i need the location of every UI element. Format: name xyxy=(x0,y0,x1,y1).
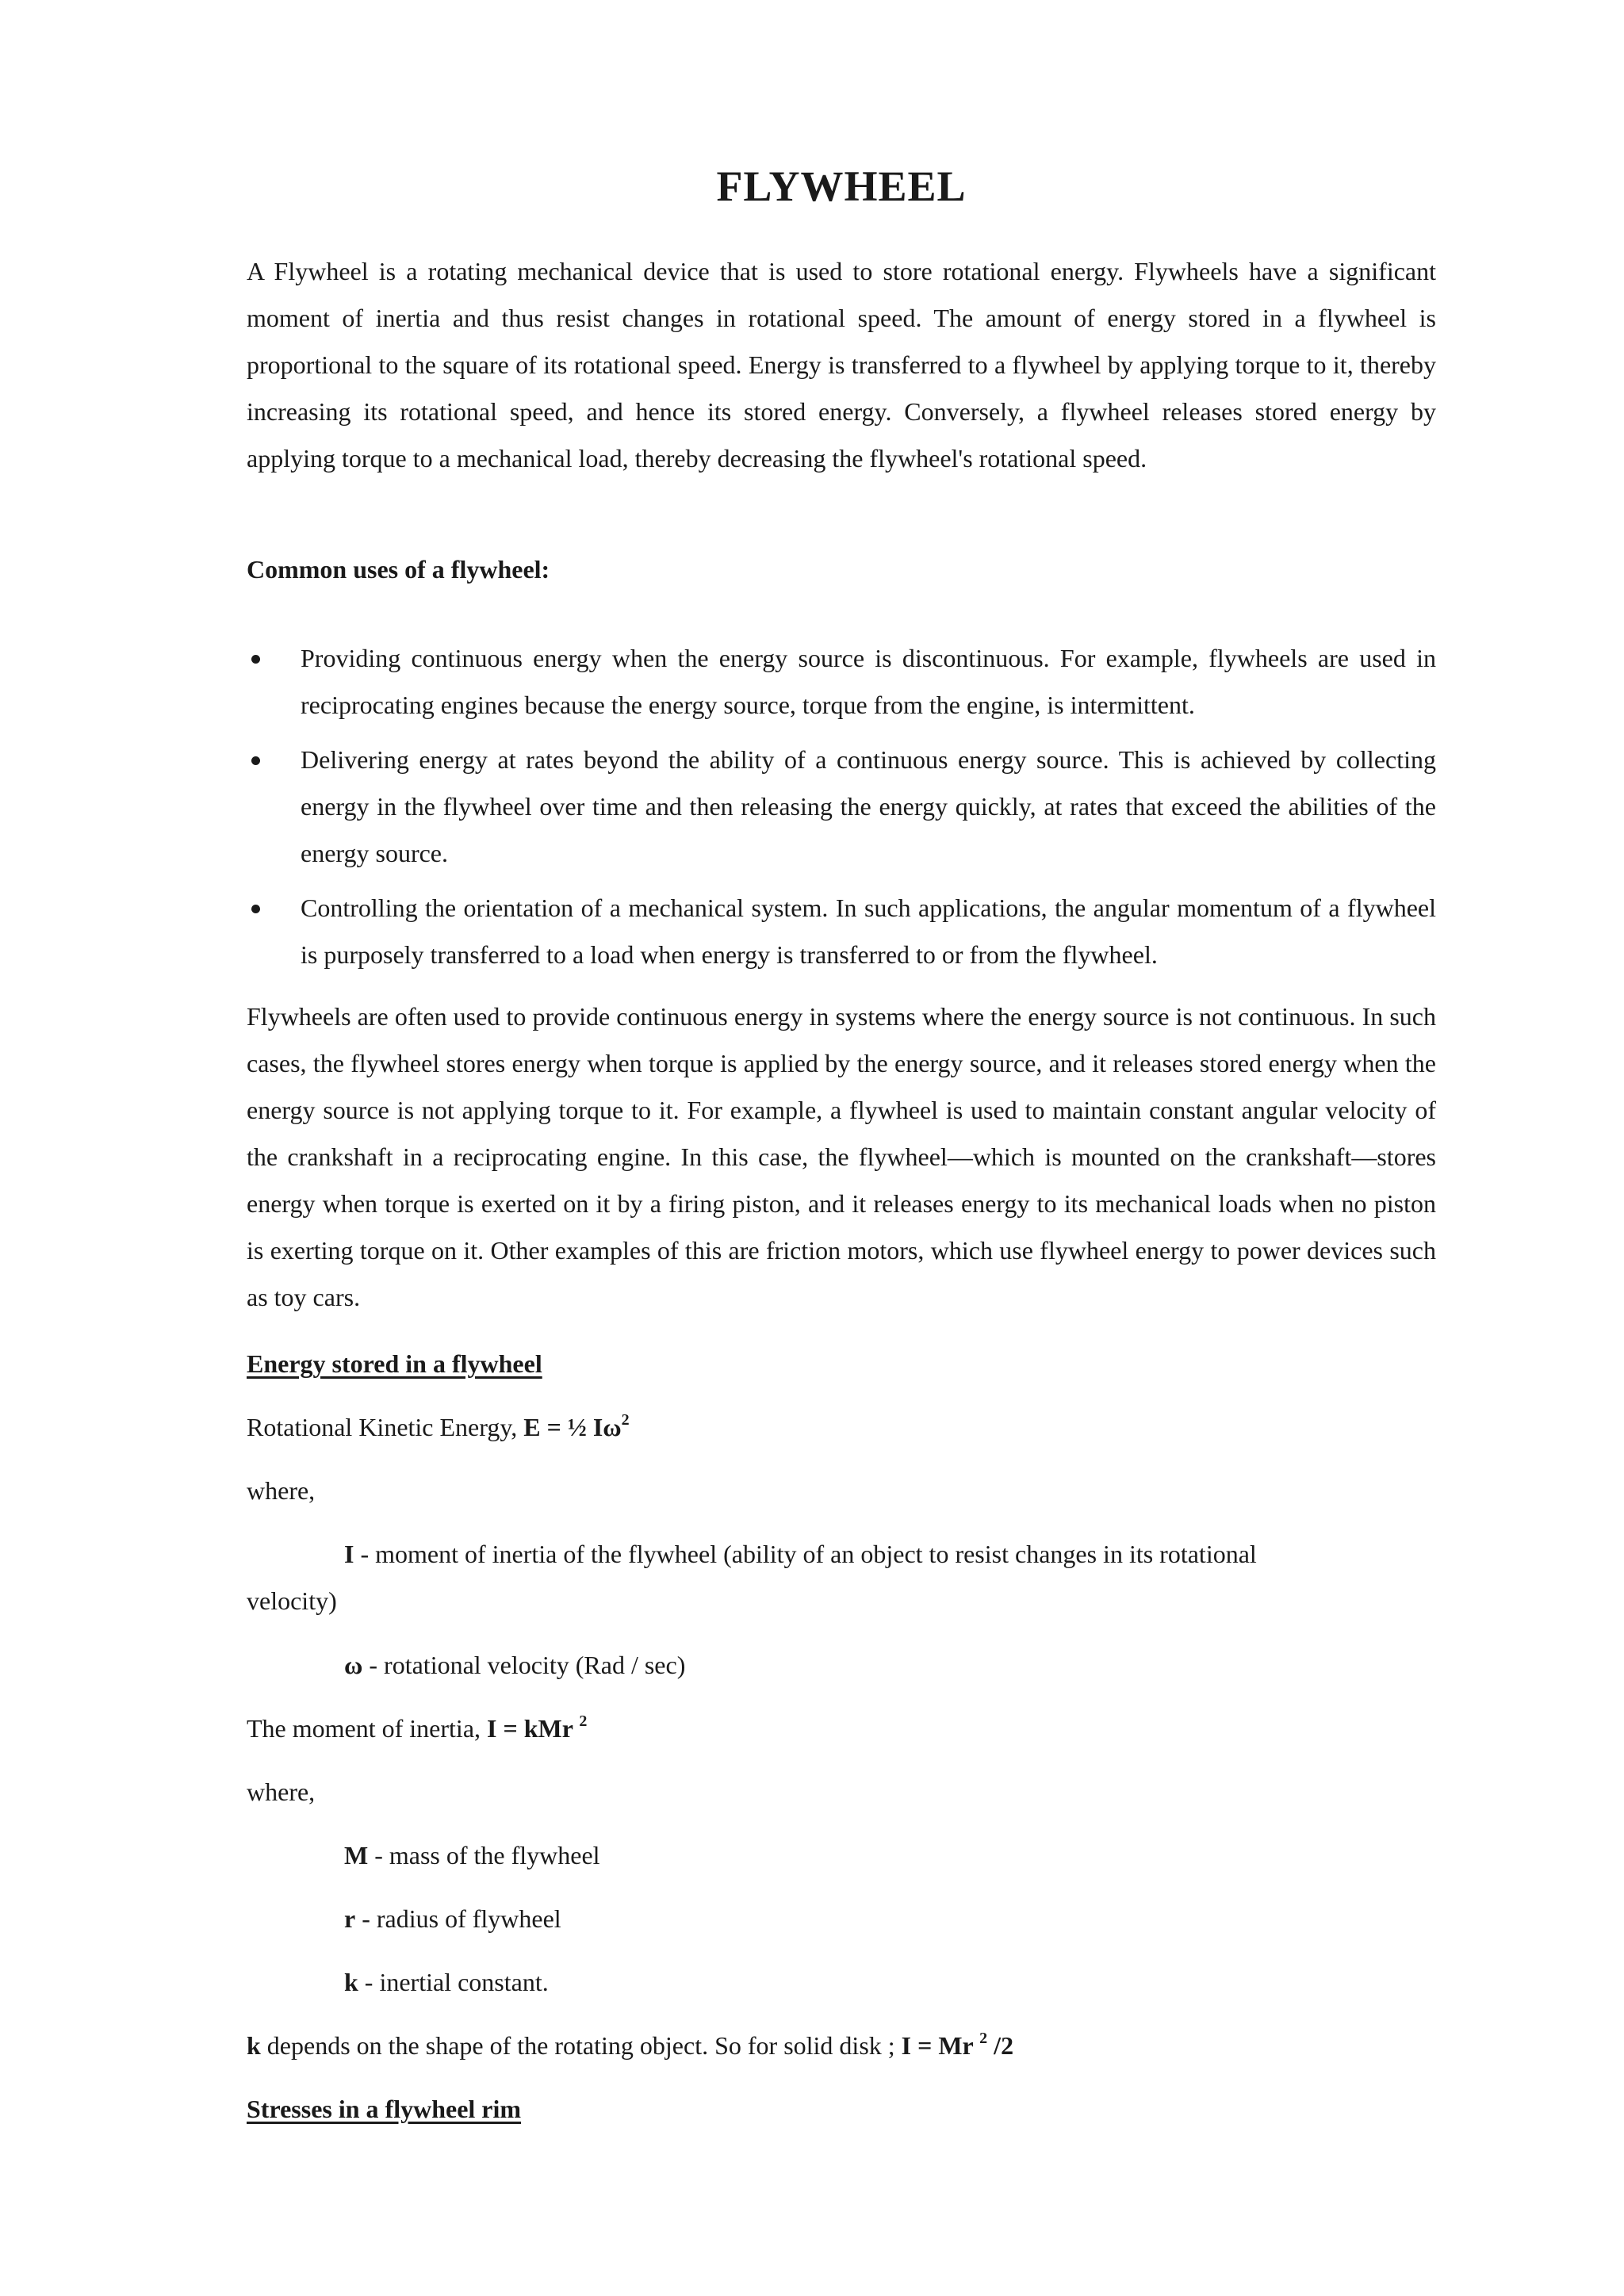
list-item: Controlling the orientation of a mechanical system. In such applications, the angular momentum of a flywheel is purposely transferred to a load when energy is transferred to or from the flywheel. xyxy=(247,885,1436,978)
bullet-icon xyxy=(251,756,260,765)
uses-heading: Common uses of a flywheel: xyxy=(247,555,550,584)
bullet-icon xyxy=(251,655,260,664)
continuous-energy-paragraph: Flywheels are often used to provide continuous energy in systems where the energy source is not continuous. In such cases, the flywheel stores energy when torque is applied by the energy source, and it releases stored energy when the energy source is not applying torque to it. For example, a flywheel is used to maintain constant angular velocity of the crankshaft in a reciprocating engine. In this case, the flywheel—which is mounted on the crankshaft—stores energy when torque is exerted on it by a firing piston, and it releases energy to its mechanical loads when no piston is exerting torque on it. Other examples of this are friction motors, which use flywheel energy to power devices such as toy cars. xyxy=(247,1002,1436,1311)
inertial-constant-definition: k - inertial constant. xyxy=(344,1968,549,1996)
where-label: where, xyxy=(247,1476,316,1505)
kinetic-energy-formula: Rotational Kinetic Energy, E = ½ $I\omega^2$ xyxy=(247,1411,630,1441)
list-item: Providing continuous energy when the energy source is discontinuous. For example, flywheels are used in reciprocating engines because the energy source, torque from the engine, is intermittent. xyxy=(247,635,1436,729)
solid-disk-note: k depends on the shape of the rotating object. So for solid disk ; I = Mr $^2$ /2 xyxy=(247,2030,1014,2060)
intro-paragraph: A Flywheel is a rotating mechanical device that is used to store rotational energy. Flywheels have a significant moment of inertia and thus resist changes in rotational speed. The amount of energy stored in a flywheel is proportional to the square of its rotational speed. Energy is transferred to a flywheel by applying torque to it, thereby increasing its rotational speed, and hence its stored energy. Conversely, a flywheel releases stored energy by applying torque to a mechanical load, thereby decreasing the flywheel's rotational speed. xyxy=(247,257,1436,473)
energy-stored-heading: Energy stored in a flywheel xyxy=(247,1349,542,1378)
radius-definition: r - radius of flywheel xyxy=(344,1904,561,1933)
inertia-definition-continued: velocity) xyxy=(247,1586,337,1615)
moment-of-inertia-formula: The moment of inertia, I = kMr $^2$ xyxy=(247,1712,588,1743)
where-label-2: where, xyxy=(247,1777,316,1806)
uses-list xyxy=(247,635,1436,986)
list-item: Delivering energy at rates beyond the ability of a continuous energy source. This is achieved by collecting energy in the flywheel over time and then releasing the energy quickly, at rates that exceed the abilities of the energy source. xyxy=(247,737,1436,877)
mass-definition: M - mass of the flywheel xyxy=(344,1841,600,1869)
omega-definition: ω - rotational velocity (Rad / sec) xyxy=(344,1651,686,1679)
bullet-icon xyxy=(251,905,260,913)
page-title: FLYWHEEL xyxy=(716,163,967,210)
stresses-heading: Stresses in a flywheel rim xyxy=(247,2095,522,2123)
inertia-definition: I - moment of inertia of the flywheel (ability of an object to resist changes in its rotational xyxy=(344,1540,1257,1568)
